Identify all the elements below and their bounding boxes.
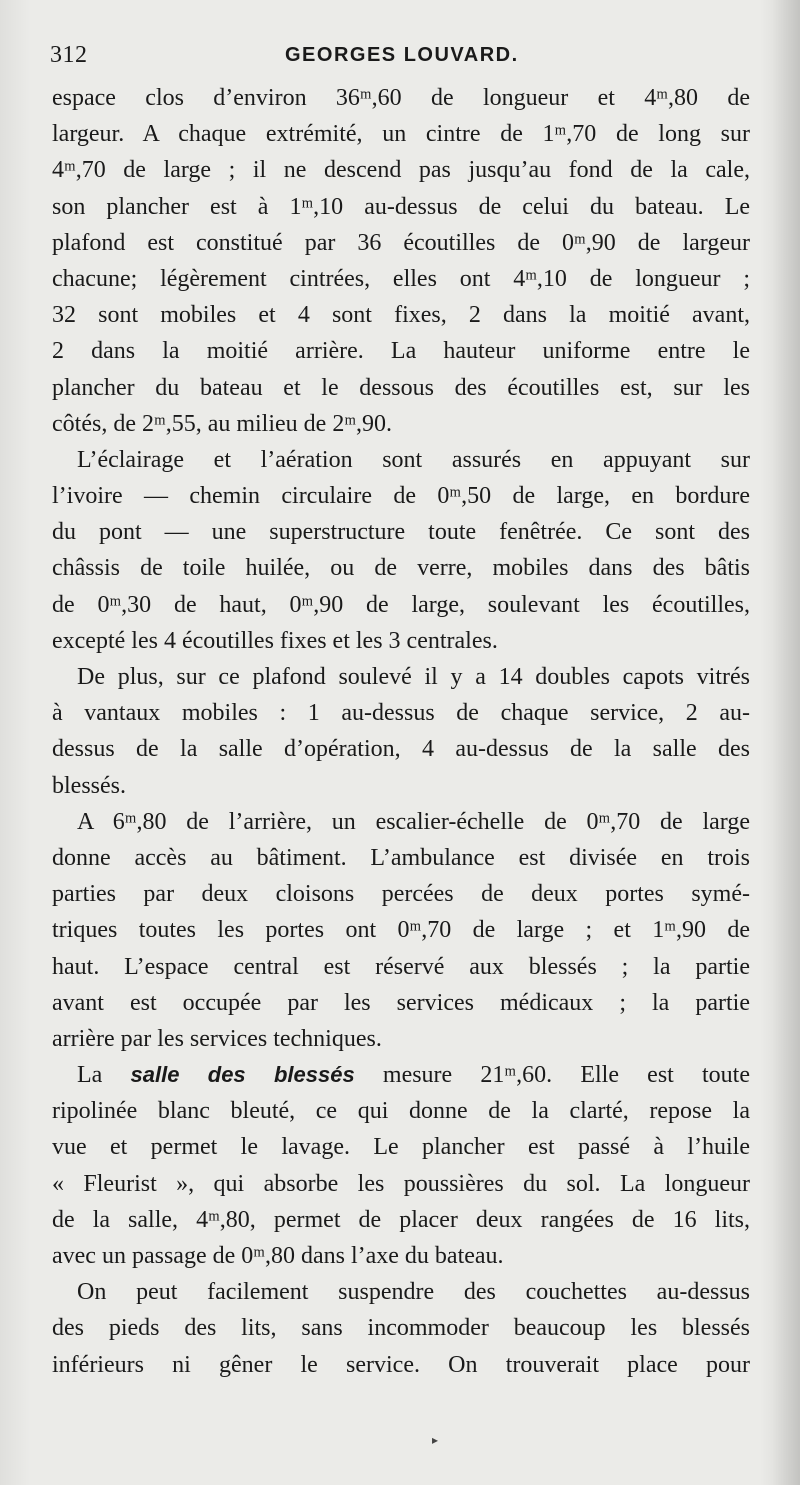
text-line <box>52 1057 750 1093</box>
text-line: plancher du bateau et le dessous des écoutilles est, sur les <box>52 374 750 401</box>
text-line: de 0ᵐ,30 de haut, 0ᵐ,90 de large, soulevant les écoutilles, <box>52 591 750 618</box>
page-header <box>50 40 750 80</box>
text-line: avant est occupée par les services médicaux ; la partie <box>52 989 750 1016</box>
text-line: dessus de la salle d’opération, 4 au-dessus de la salle des <box>52 736 750 763</box>
running-title: GEORGES LOUVARD. <box>285 44 519 66</box>
text-line: « Fleurist », qui absorbe les poussières du sol. La longueur <box>52 1170 750 1197</box>
text-line: ripolinée blanc bleuté, ce qui donne de la clarté, repose la <box>52 1098 750 1125</box>
printer-mark: ▸ <box>432 1433 439 1447</box>
text-line: de la salle, 4ᵐ,80, permet de placer deux rangées de 16 lits, <box>52 1206 750 1233</box>
text-line: inférieurs ni gêner le service. On trouverait place pour <box>52 1351 750 1378</box>
text-line: châssis de toile huilée, ou de verre, mobiles dans des bâtis <box>52 555 750 582</box>
text-line: triques toutes les portes ont 0ᵐ,70 de large ; et 1ᵐ,90 de <box>52 917 750 944</box>
paragraph <box>52 1057 750 1274</box>
text-fragment: mesure 21ᵐ,60. Elle est toute <box>354 1062 751 1089</box>
text-line: avec un passage de 0ᵐ,80 dans l’axe du bateau. <box>52 1243 504 1269</box>
paragraph <box>52 804 750 1057</box>
text-line: A 6ᵐ,80 de l’arrière, un escalier-échelle de 0ᵐ,70 de large <box>77 808 750 835</box>
text-line: parties par deux cloisons percées de deux portes symé- <box>52 881 750 908</box>
text-line: côtés, de 2ᵐ,55, au milieu de 2ᵐ,90. <box>52 410 393 437</box>
text-line: du pont — une superstructure toute fenêtrée. Ce sont des <box>52 519 750 546</box>
text-line: excepté les 4 écoutilles fixes et les 3 centrales. <box>52 627 498 654</box>
text-line: arrière par les services techniques. <box>52 1025 382 1052</box>
body-text <box>52 80 750 1383</box>
text-line: plafond est constitué par 36 écoutilles de 0ᵐ,90 de largeur <box>52 229 750 256</box>
paragraph <box>52 442 750 659</box>
text-line: L’éclairage et l’aération sont assurés en appuyant sur <box>77 446 750 473</box>
text-line: blessés. <box>52 772 126 799</box>
text-line: De plus, sur ce plafond soulevé il y a 14 doubles capots vitrés <box>77 664 750 690</box>
page-edge-shadow <box>772 0 800 1485</box>
text-line: son plancher est à 1ᵐ,10 au-dessus de celui du bateau. Le <box>52 193 750 220</box>
text-line: espace clos d’environ 36ᵐ,60 de longueur et 4ᵐ,80 de <box>52 85 750 111</box>
text-line: chacune; légèrement cintrées, elles ont 4ᵐ,10 de longueur ; <box>52 265 750 292</box>
paragraph <box>52 1274 750 1383</box>
text-line: largeur. A chaque extrémité, un cintre de 1ᵐ,70 de long sur <box>52 121 750 148</box>
text-line: On peut facilement suspendre des couchettes au-dessus <box>77 1279 750 1306</box>
page-number: 312 <box>50 42 88 68</box>
text-line: donne accès au bâtiment. L’ambulance est divisée en trois <box>52 844 750 871</box>
text-fragment: La <box>77 1062 131 1089</box>
text-line: à vantaux mobiles : 1 au-dessus de chaque service, 2 au- <box>52 700 750 727</box>
text-line: haut. L’espace central est réservé aux blessés ; la partie <box>52 953 750 980</box>
emphasis-term: salle des blessés <box>130 1062 355 1088</box>
paragraph <box>52 80 750 442</box>
text-line: des pieds des lits, sans incommoder beaucoup les blessés <box>52 1315 750 1342</box>
text-line: vue et permet le lavage. Le plancher est passé à l’huile <box>52 1134 750 1161</box>
paragraph <box>52 659 750 804</box>
text-line: 32 sont mobiles et 4 sont fixes, 2 dans la moitié avant, <box>52 302 750 329</box>
text-line: l’ivoire — chemin circulaire de 0ᵐ,50 de large, en bordure <box>52 483 750 510</box>
text-line: 2 dans la moitié arrière. La hauteur uniforme entre le <box>52 338 750 365</box>
text-line: 4ᵐ,70 de large ; il ne descend pas jusqu’au fond de la cale, <box>52 157 750 184</box>
